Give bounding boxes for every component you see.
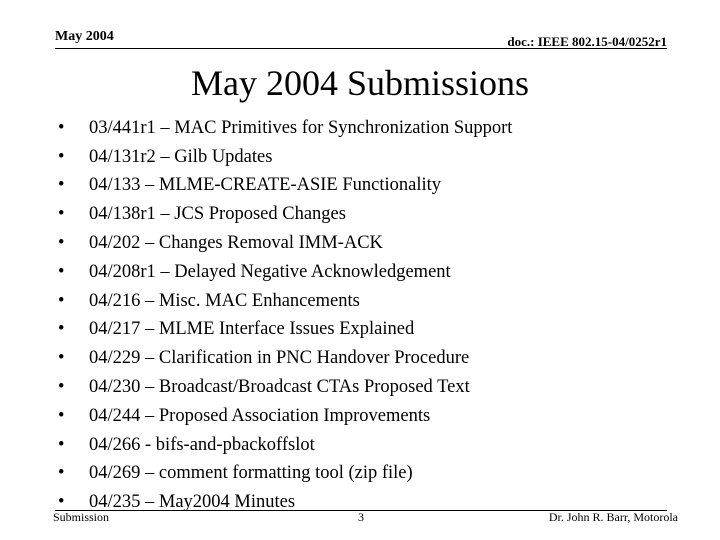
bullet-icon: •: [58, 405, 65, 426]
list-item: [55, 114, 512, 143]
list-item: [55, 229, 512, 258]
bullet-icon: •: [58, 348, 65, 369]
list-item: [55, 402, 512, 431]
bullet-icon: •: [58, 261, 65, 282]
list-item: [55, 460, 512, 489]
list-item-text: 04/230 – Broadcast/Broadcast CTAs Proposed Text: [89, 377, 470, 398]
footer-page-number: 3: [358, 510, 364, 524]
list-item: [55, 287, 512, 316]
header-doc-id: doc.: IEEE 802.15-04/0252r1: [507, 34, 667, 49]
list-item-text: 04/216 – Misc. MAC Enhancements: [89, 290, 360, 311]
footer-submission-label: Submission: [53, 510, 110, 524]
bullet-icon: •: [58, 175, 65, 196]
bullet-icon: •: [58, 290, 65, 311]
list-item: [55, 373, 512, 402]
list-item-text: 04/269 – comment formatting tool (zip file): [89, 463, 413, 484]
bullet-icon: •: [58, 377, 65, 398]
list-item: [55, 488, 512, 517]
slide-title: May 2004 Submissions: [190, 63, 530, 103]
header-date: May 2004: [55, 29, 114, 44]
bullet-icon: •: [58, 204, 65, 225]
list-item-text: 04/217 – MLME Interface Issues Explained: [89, 319, 415, 340]
list-item: [55, 200, 512, 229]
header-divider: [55, 48, 667, 49]
list-item-text: 04/131r2 – Gilb Updates: [89, 146, 273, 167]
bullet-icon: •: [58, 463, 65, 484]
list-item: [55, 431, 512, 460]
list-item-text: 04/266 - bifs-and-pbackoffslot: [89, 434, 315, 455]
bullet-icon: •: [58, 233, 65, 254]
list-item-text: 04/138r1 – JCS Proposed Changes: [89, 204, 346, 225]
list-item-text: 03/441r1 – MAC Primitives for Synchronization Support: [89, 117, 513, 138]
list-item: [55, 172, 512, 201]
bullet-icon: •: [58, 117, 65, 138]
list-item-text: 04/229 – Clarification in PNC Handover Procedure: [89, 348, 470, 369]
bullet-icon: •: [58, 319, 65, 340]
list-item: [55, 316, 512, 345]
list-item-text: 04/133 – MLME-CREATE-ASIE Functionality: [89, 175, 441, 196]
list-item-text: 04/202 – Changes Removal IMM-ACK: [89, 233, 383, 254]
list-item: [55, 258, 512, 287]
bullet-icon: •: [58, 492, 65, 513]
list-item-text: 04/208r1 – Delayed Negative Acknowledgement: [89, 261, 451, 282]
list-item-text: 04/244 – Proposed Association Improvements: [89, 405, 431, 426]
list-item-text: 04/235 – May2004 Minutes: [89, 492, 296, 513]
footer-author: Dr. John R. Barr, Motorola: [548, 510, 678, 524]
list-item: [55, 143, 512, 172]
list-item: [55, 344, 512, 373]
bullet-icon: •: [58, 434, 65, 455]
bullet-icon: •: [58, 146, 65, 167]
submission-list: [55, 114, 512, 517]
